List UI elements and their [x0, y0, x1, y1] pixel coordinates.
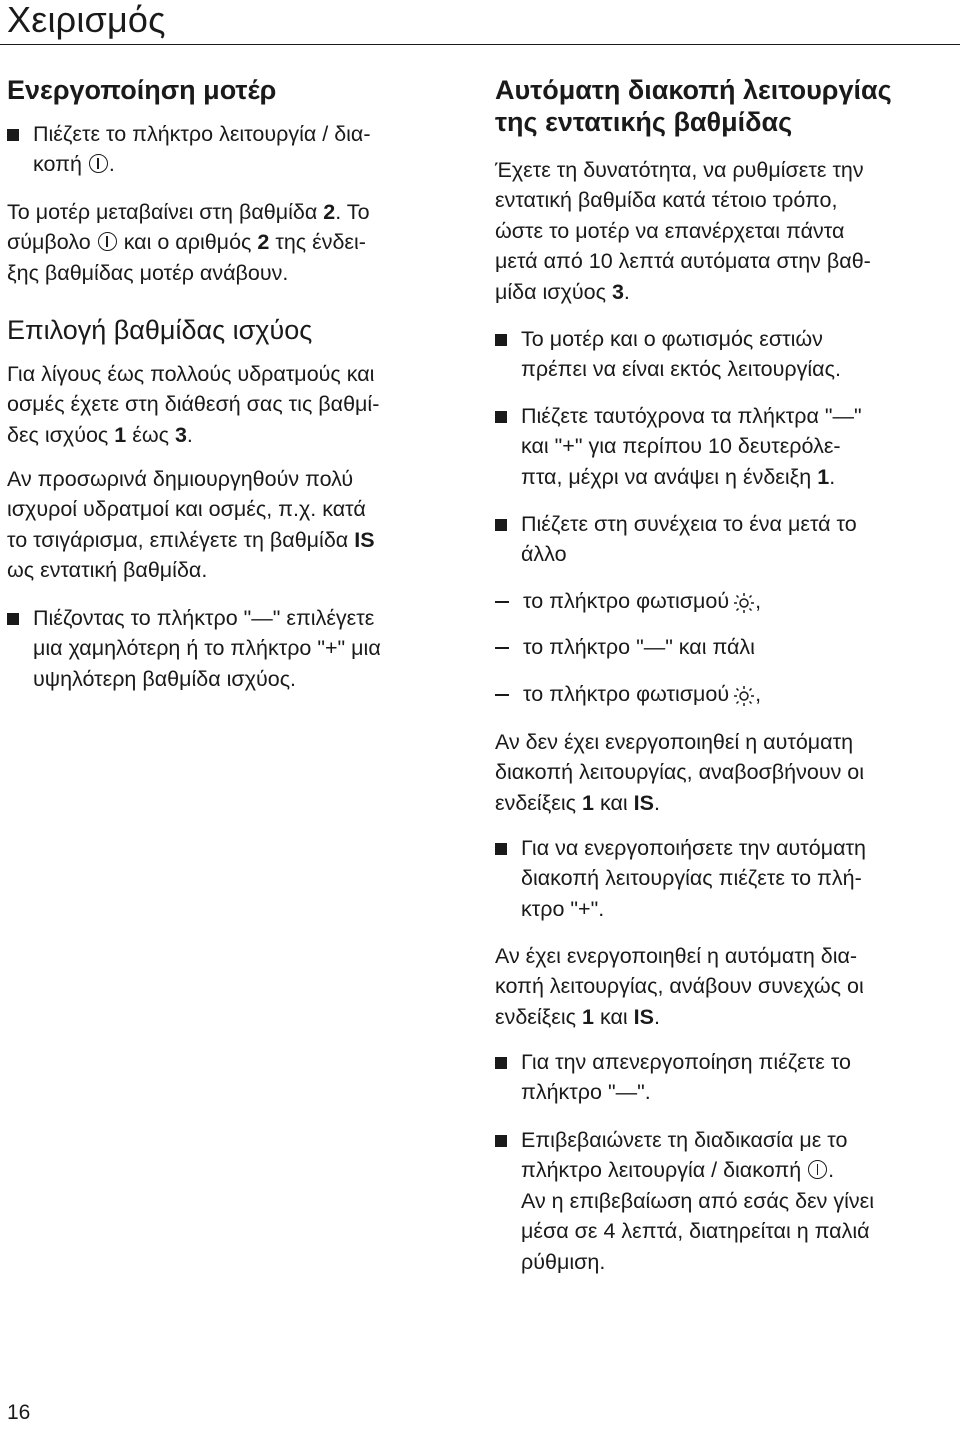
text-line: μετά από 10 λεπτά αυτόματα στην βαθ-: [495, 249, 871, 274]
dash-mark: [495, 694, 509, 696]
paragraph: [495, 155, 871, 307]
text-line: Πιέζετε ταυτόχρονα τα πλήκτρα "—": [521, 404, 862, 428]
square-bullet: [7, 613, 19, 625]
square-bullet: [7, 129, 19, 141]
text-line: Για να ενεργοποιήσετε την αυτόματη: [521, 836, 867, 860]
text-line: μέσα σε 4 λεπτά, διατηρείται η παλιά: [521, 1219, 870, 1244]
text-line: Αν δεν έχει ενεργοποιηθεί η αυτόματη: [495, 730, 854, 754]
paragraph: [7, 464, 375, 586]
text-line: ενδείξεις 1 και IS.: [495, 790, 660, 815]
text-line: Το μοτέρ μεταβαίνει στη βαθμίδα 2. Το: [7, 200, 370, 224]
text-line: ισχυροί υδρατμοί και οσμές, π.χ. κατά: [7, 497, 366, 522]
text-line: Αν έχει ενεργοποιηθεί η αυτόματη δια-: [495, 944, 858, 968]
text-line: Αν προσωρινά δημιουργηθούν πολύ: [7, 467, 354, 491]
title-rule: [0, 44, 960, 45]
text-line: Πιέζοντας το πλήκτρο "—" επιλέγετε: [33, 606, 375, 630]
text-line: μίδα ισχύος 3.: [495, 279, 630, 304]
text-line: Για την απενεργοποίηση πιέζετε το: [521, 1050, 851, 1074]
section-heading-motor-on: Ενεργοποίηση μοτέρ: [7, 75, 277, 105]
text-line: μια χαμηλότερη ή το πλήκτρο "+" μια: [33, 636, 381, 661]
square-bullet: [495, 334, 507, 346]
power-icon: [89, 154, 108, 173]
text-line: διακοπή λειτουργίας πιέζετε το πλή-: [521, 866, 862, 891]
heading-line: της εντατικής βαθμίδας: [495, 107, 793, 137]
square-bullet: [495, 519, 507, 531]
text-line: πλήκτρο "—".: [521, 1080, 651, 1105]
power-icon: [808, 1160, 827, 1179]
power-icon: [98, 232, 117, 251]
square-bullet: [495, 1057, 507, 1069]
text-line: πλήκτρο λειτουργία / διακοπή .: [521, 1158, 835, 1183]
square-bullet: [495, 1135, 507, 1147]
square-bullet: [495, 411, 507, 423]
text-line: κτρο "+".: [521, 896, 605, 921]
text-line: άλλο: [521, 542, 567, 567]
section-heading-auto-off: [495, 74, 892, 138]
paragraph: [7, 359, 379, 450]
text-line: πρέπει να είναι εκτός λειτουργίας.: [521, 357, 841, 382]
text-line: δες ισχύος 1 έως 3.: [7, 422, 193, 447]
section-heading-power-level: Επιλογή βαθμίδας ισχύος: [7, 315, 313, 345]
text-line: Επιβεβαιώνετε τη διαδικασία με το: [521, 1128, 848, 1152]
text-line: Έχετε τη δυνατότητα, να ρυθμίσετε την: [495, 158, 864, 182]
text-line: Πιέζετε στη συνέχεια το ένα μετά το: [521, 512, 857, 536]
text-line: πτα, μέχρι να ανάψει η ένδειξη 1.: [521, 464, 836, 489]
text-line: ρύθμιση.: [521, 1249, 606, 1274]
text-line: Το μοτέρ και ο φωτισμός εστιών: [521, 327, 823, 351]
text-line: εντατική βαθμίδα κατά τέτοιο τρόπο,: [495, 188, 838, 213]
text-line: το πλήκτρο "—" και πάλι: [523, 635, 755, 659]
text-line: Για λίγους έως πολλούς υδρατμούς και: [7, 362, 375, 386]
text-line: το τσιγάρισμα, επιλέγετε τη βαθμίδα IS: [7, 527, 375, 552]
square-bullet: [495, 843, 507, 855]
dash-mark: [495, 601, 509, 603]
text-line: ξης βαθμίδας μοτέρ ανάβουν.: [7, 260, 289, 285]
text-line: ώστε το μοτέρ να επανέρχεται πάντα: [495, 218, 845, 243]
text-line: οσμές έχετε στη διάθεσή σας τις βαθμί-: [7, 392, 380, 417]
text-line: ενδείξεις 1 και IS.: [495, 1004, 660, 1029]
dash-mark: [495, 647, 509, 649]
heading-line: Αυτόματη διακοπή λειτουργίας: [495, 75, 892, 105]
paragraph: [495, 941, 864, 1032]
text-line: διακοπή λειτουργίας, αναβοσβήνουν οι: [495, 760, 865, 785]
text-line: κοπή .: [33, 152, 115, 177]
text-line: ως εντατική βαθμίδα.: [7, 558, 208, 583]
text-line: το πλήκτρο φωτισμού ,: [523, 586, 761, 622]
text-line: σύμβολο και ο αριθμός 2 της ένδει-: [7, 230, 366, 255]
text-line: υψηλότερη βαθμίδα ισχύος.: [33, 666, 297, 691]
text-line: και "+" για περίπου 10 δευτερόλε-: [521, 434, 841, 459]
text-line: Πιέζετε το πλήκτρο λειτουργία / δια-: [33, 122, 371, 146]
text-line: το πλήκτρο φωτισμού ,: [523, 679, 761, 715]
paragraph: [495, 727, 864, 818]
light-icon: [733, 592, 755, 622]
page-title: Χειρισμός: [7, 0, 166, 40]
text-line: κοπή λειτουργίας, ανάβουν συνεχώς οι: [495, 974, 864, 999]
page-number: 16: [7, 1401, 31, 1424]
text-line: Αν η επιβεβαίωση από εσάς δεν γίνει: [521, 1188, 875, 1213]
light-icon: [733, 685, 755, 715]
paragraph: [7, 197, 370, 288]
